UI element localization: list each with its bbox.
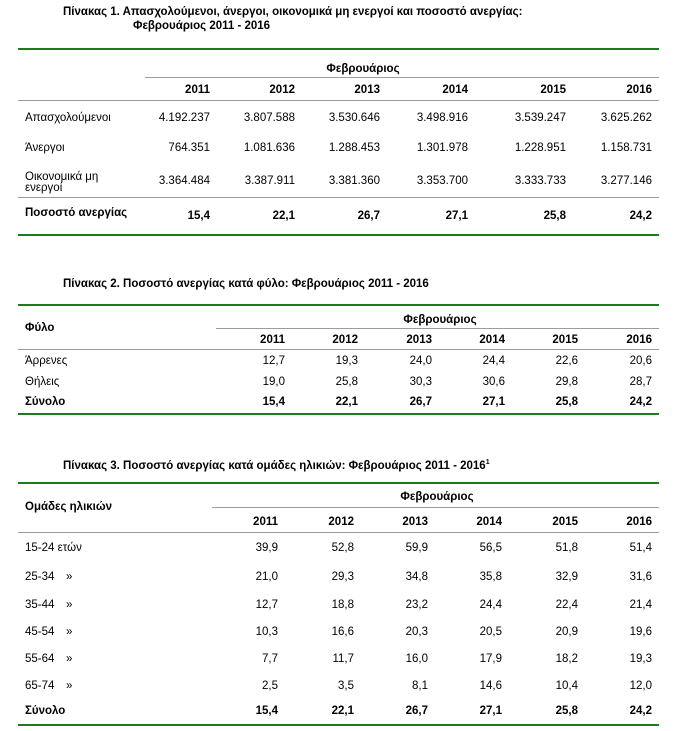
table2-cell: 24,2 [629,396,652,408]
table2-cell: 30,6 [482,376,505,388]
table2-cell: 29,8 [555,376,578,388]
table2-row-label: Σύνολο [25,396,66,408]
table2-group-rule [216,328,659,329]
table1-total-rule [18,197,659,198]
table1-row-label-line1: Οικονομικά μη [25,171,99,183]
table2-cell: 12,7 [262,355,285,367]
table2-cell: 28,7 [629,376,652,388]
table3-cell: 19,3 [629,653,652,665]
table2-year-header: 2016 [626,334,652,346]
table2-row-label: Άρρενες [25,355,68,367]
table1-year-header: 2013 [354,84,380,96]
table1-row-label: Άνεργοι [25,142,65,154]
table1-year-header: 2011 [185,84,210,96]
table2-cell: 20,6 [629,355,652,367]
table2-header-rule [18,349,659,350]
table3-cell: 51,4 [629,542,652,554]
table3-cell: 17,9 [479,653,502,665]
table3-row-label: 65-74 [25,680,55,692]
table1-year-header: 2015 [540,84,566,96]
table3-cell: 16,6 [331,626,354,638]
table1-top-rule [18,48,659,50]
table1-cell: 3.364.484 [158,175,210,187]
table1-cell: 3.387.911 [244,175,295,187]
table1-bottom-rule [18,234,659,236]
table3-cell: 10,3 [255,626,278,638]
table3-cell: 16,0 [405,653,428,665]
table3-ditto-mark: » [66,599,73,611]
table1-cell: 25,8 [543,210,566,222]
table3-cell: 22,4 [555,599,578,611]
table2-cell: 27,1 [482,396,505,408]
table2-cell: 22,1 [335,396,358,408]
table2-bottom-rule [18,413,659,415]
table3-cell: 20,3 [405,626,428,638]
table3-cell: 26,7 [405,705,428,717]
table3-cell: 59,9 [405,542,428,554]
table1-cell: 24,2 [629,210,652,222]
table1-cell: 1.081.636 [243,142,295,154]
table3-cell: 2,5 [262,680,278,692]
table3-cell: 8,1 [412,680,428,692]
table1-cell: 1.228.951 [514,142,566,154]
table1-year-header: 2012 [269,84,295,96]
table3-cell: 21,4 [629,599,652,611]
table2-cell: 26,7 [409,396,432,408]
table3-cell: 14,6 [479,680,502,692]
table1-cell: 3.530.646 [328,112,380,124]
table1-cell: 1.288.453 [328,142,380,154]
table1-cell: 22,1 [272,210,295,222]
table3-row-label: Σύνολο [25,705,66,717]
table1-cell: 3.381.360 [328,175,380,187]
table2-stub-header: Φύλο [25,322,55,334]
table3-cell: 18,8 [331,599,354,611]
table1-group-header: Φεβρουάριος [326,63,400,75]
table3-cell: 34,8 [405,571,428,583]
table3-cell: 51,8 [555,542,578,554]
table1-cell: 3.498.916 [416,112,468,124]
table3-cell: 11,7 [332,653,354,665]
table1-row-label: Ποσοστό ανεργίας [25,207,128,219]
table3-cell: 56,5 [479,542,502,554]
table2-cell: 24,4 [482,355,505,367]
table3-cell: 19,6 [629,626,652,638]
table3-group-header: Φεβρουάριος [400,491,474,503]
table1-cell: 3.625.262 [600,112,652,124]
table2-cell: 19,0 [262,376,285,388]
table3-cell: 12,7 [255,599,278,611]
table3-cell: 10,4 [555,680,578,692]
table3-row-label: 35-44 [25,599,55,611]
table1-cell: 3.353.700 [416,175,468,187]
table3-cell: 29,3 [331,571,354,583]
table3-year-header: 2011 [253,516,278,528]
table3-year-header: 2012 [328,516,354,528]
table1-cell: 3.807.588 [243,112,295,124]
table2-top-rule [18,304,659,306]
table1-cell: 15,4 [187,210,210,222]
table3-cell: 21,0 [255,571,278,583]
table1-cell: 3.333.733 [514,175,566,187]
table2-year-header: 2012 [332,334,358,346]
table3-cell: 18,2 [555,653,578,665]
table1-cell: 3.539.247 [514,112,566,124]
table3-year-header: 2016 [626,516,652,528]
table3-cell: 7,7 [262,653,278,665]
table3-cell: 20,9 [555,626,578,638]
table3-stub-header: Ομάδες ηλικιών [25,501,112,513]
table1-group-rule [145,77,659,78]
table3-cell: 20,5 [479,626,502,638]
table1-cell: 4.192.237 [158,112,210,124]
table3-ditto-mark: » [66,680,73,692]
table1-cell: 1.158.731 [600,142,652,154]
table1-header-rule [18,100,659,101]
table2-cell: 25,8 [555,396,578,408]
table3-cell: 52,8 [331,542,354,554]
table2-year-header: 2011 [260,334,285,346]
table3-row-label: 45-54 [25,626,55,638]
table1-cell: 764.351 [168,142,210,154]
table3-year-header: 2013 [402,516,428,528]
table1-year-header: 2014 [442,84,468,96]
table3-title [63,455,490,474]
table2-year-header: 2014 [479,334,505,346]
table2-cell: 19,3 [335,355,358,367]
table1-year-header: 2016 [626,84,652,96]
table3-cell: 3,5 [338,680,354,692]
table3-ditto-mark: » [66,571,73,583]
table3-cell: 24,4 [479,599,502,611]
table1-title-line1: Πίνακας 1. Απασχολούμενοι, άνεργοι, οικονομικά μη ενεργοί και ποσοστό ανεργίας: [63,6,523,18]
table2-cell: 22,6 [555,355,578,367]
table3-cell: 12,0 [629,680,652,692]
table3-cell: 15,4 [255,705,278,717]
table2-cell: 15,4 [262,396,285,408]
table2-cell: 25,8 [335,376,358,388]
table3-cell: 32,9 [555,571,578,583]
table1-row-label: Απασχολούμενοι [25,112,111,124]
table3-top-rule [18,482,659,484]
table3-row-label: 25-34 [25,571,55,583]
table1-cell: 3.277.146 [600,175,652,187]
table2-year-header: 2015 [552,334,578,346]
table2-group-header: Φεβρουάριος [403,314,477,326]
table1-cell: 27,1 [445,210,468,222]
table2-year-header: 2013 [406,334,432,346]
table1-title-line2: Φεβρουάριος 2011 - 2016 [133,20,271,32]
table3-cell: 23,2 [405,599,428,611]
table3-cell: 39,9 [255,542,278,554]
table3-cell: 27,1 [479,705,502,717]
table3-row-label: 55-64 [25,653,55,665]
table3-group-rule [212,507,659,508]
table3-title-text: Πίνακας 3. Ποσοστό ανεργίας κατά ομάδες ηλικιών: Φεβρουάριος 2011 - 2016 [63,459,486,472]
table3-cell: 31,6 [629,571,652,583]
table2-cell: 24,0 [409,355,432,367]
table2-title: Πίνακας 2. Ποσοστό ανεργίας κατά φύλο: Φεβρουάριος 2011 - 2016 [63,278,429,290]
table1-cell: 1.301.978 [416,142,468,154]
table3-year-header: 2015 [552,516,578,528]
table1-row-label-line2: ενεργοί [25,182,63,194]
table3-ditto-mark: » [66,653,73,665]
table3-footnote-mark: 1 [485,459,490,466]
table1-cell: 26,7 [357,210,380,222]
table3-bottom-rule [18,724,659,726]
table3-cell: 24,2 [629,705,652,717]
table3-ditto-mark: » [66,626,73,638]
table3-row-label: 15-24 ετών [25,542,82,554]
table2-cell: 30,3 [409,376,432,388]
table3-cell: 25,8 [555,705,578,717]
table3-cell: 22,1 [331,705,354,717]
table3-cell: 35,8 [479,571,502,583]
table3-year-header: 2014 [476,516,502,528]
table2-row-label: Θήλεις [25,376,60,388]
table3-header-rule [18,532,659,533]
